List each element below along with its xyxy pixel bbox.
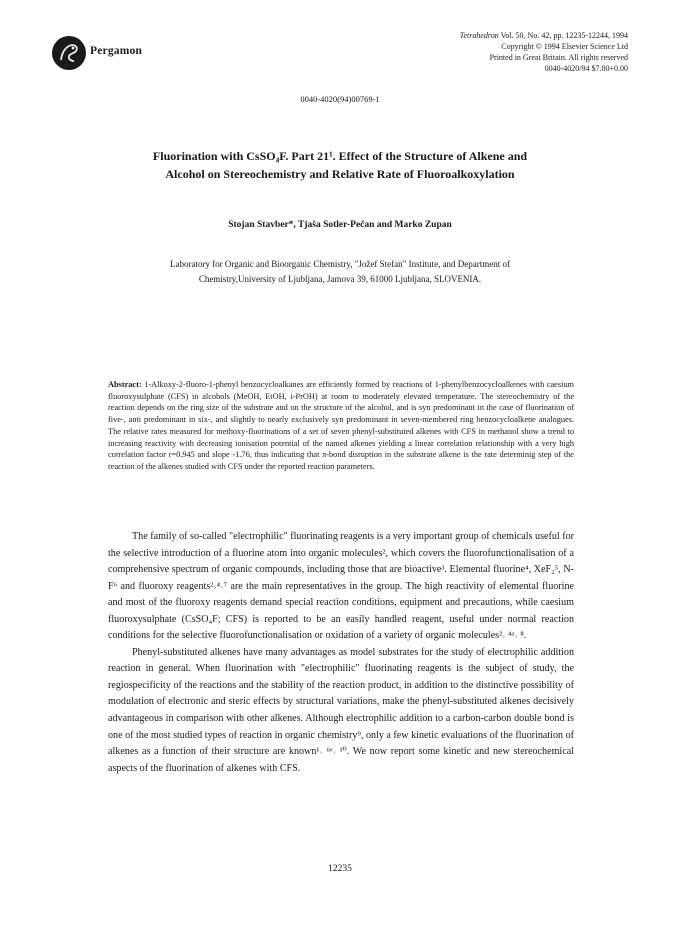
printed-line: Printed in Great Britain. All rights reserved xyxy=(489,53,628,62)
journal-info xyxy=(460,30,628,74)
publisher-name: Pergamon xyxy=(90,45,143,57)
body-paragraph-1: The family of so-called "electrophilic" fluorinating reagents is a very important group of chemicals useful for the selective introduction of a fluorine atom into organic molecules², which covers the fluorofunctionalisation of a comprehensive spectrum of organic compounds, including those that are bioactive³. Elemental fluorine⁴, XeF₂⁵, N-F⁶ and fluoroxy reagents²˒⁴˒⁷ are the main representatives in the group. The high reactivity of elemental fluorine and most of the fluoroxy reagents demand special reaction conditions, equipment and precautions, while caesium fluoroxysulphate (CsSO₄F; CFS) is reported to be an easily handled reagent, useful under normal reaction conditions for the selective fluorofunctionalisation or oxidation of a variety of organic molecules²˒ ⁴ᵃ˒ ⁸. xyxy=(108,531,574,642)
body-paragraph-2: Phenyl-substituted alkenes have many advantages as model substrates for the study of electrophilic addition reaction in general. When fluorination with "electrophilic" fluorinating reagents is the subject of study, the regiospecificity of the reactions and the stability of the reaction product, in addition to the distinctive possibility of modulation of electronic and steric effects by structural variations, make the phenyl-substituted alkenes decisively advantageous in comparison with other alkenes. Although electrophilic addition to a carbon-carbon double bond is one of the most studied types of reaction in organic chemistry⁹, only a few kinetic evaluations of the fluorination of alkenes as a function of their structure are known¹˒ ⁶ᵉ˒ ¹⁰. We now report some kinetic and new stereochemical aspects of the fluorination of alkenes with CFS. xyxy=(108,646,574,774)
abstract-label: Abstract: xyxy=(108,380,142,389)
abstract xyxy=(108,379,574,473)
paper-title xyxy=(70,147,610,183)
pergamon-logo-mark xyxy=(52,36,86,70)
title-line-1: Fluorination with CsSO₄F. Part 21¹. Effect of the Structure of Alkene and xyxy=(152,149,528,163)
doi-code: 0040-4020(94)00769-1 xyxy=(300,94,380,104)
body-text xyxy=(108,529,574,777)
issn-line: 0040-4020/94 $7.00+0.00 xyxy=(544,64,628,73)
journal-name: Tetrahedron xyxy=(459,31,499,40)
journal-citation xyxy=(460,30,628,41)
affiliation-line-1: Laboratory for Organic and Bioorganic Chemistry, "Jožef Stefan" Institute, and Department of xyxy=(169,259,511,269)
affiliation xyxy=(90,257,590,287)
copyright-line: Copyright © 1994 Elsevier Science Ltd xyxy=(501,42,628,51)
authors: Stojan Stavber*, Tjaša Sotler-Pečan and Marko Zupan xyxy=(228,220,452,230)
pergamon-logo xyxy=(52,36,86,70)
abstract-text: 1-Alkoxy-2-fluoro-1-phenyl benzocycloalkanes are efficiently formed by reactions of 1-phenylbenzocycloalkenes with caesium fluoroxysulphate (CFS) in alcohols (MeOH, EtOH, i-PrOH) at room to moderately elevated temperature. The stereochemistry of the reaction depends on the ring size of the substrate and on the structure of the alcohol, and is syn predominant in the case of fluorination of five-, anti predominant in six-, and slightly to nearly exclusively syn predominant in seven-membered ring benzocycloalkene analogues. The relative rates measured for methoxy-fluorinations of a set of seven phenyl-substituted alkenes with CFS in methanol show a trend to increasing reactivity with decreasing ionisation potential of the named alkenes yielding a linear correlation relationship with a very high correlation factor r=0.945 and slope -1.76, thus indicating that π-bond disruption in the substrate alkene is the rate determinig step of the reaction of the alkenes studied with CFS under the reported reaction parameters. xyxy=(108,380,574,471)
affiliation-line-2: Chemistry,University of Ljubljana, Jamova 39, 61000 Ljubljana, SLOVENIA. xyxy=(198,274,482,284)
page-number: 12235 xyxy=(328,864,352,874)
journal-volume: Vol. 50, No. 42, pp. 12235-12244, 1994 xyxy=(498,31,628,40)
title-line-2: Alcohol on Stereochemistry and Relative Rate of Fluoroalkoxylation xyxy=(165,167,515,181)
